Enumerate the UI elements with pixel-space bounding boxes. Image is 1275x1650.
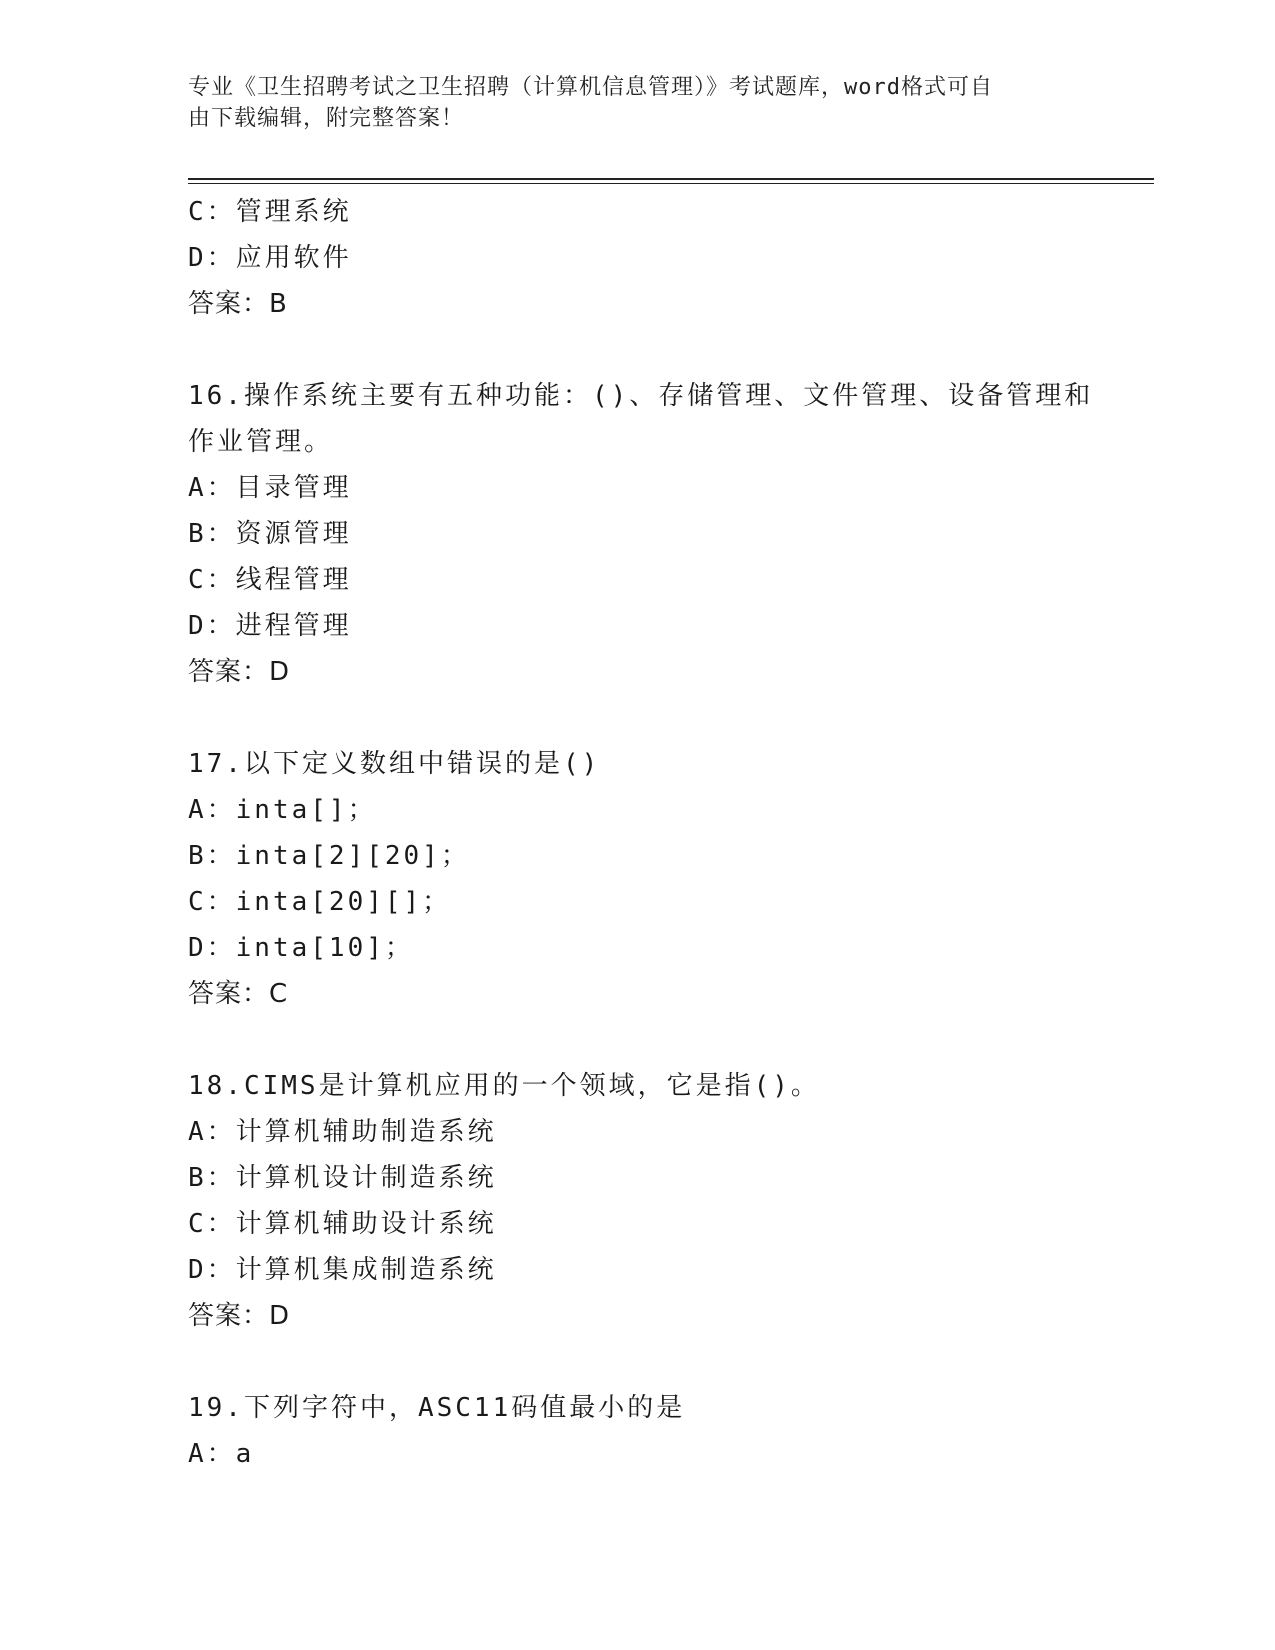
option-c: C：管理系统 — [188, 197, 352, 227]
header-line-2: 由下载编辑，附完整答案！ — [188, 106, 465, 131]
question-list — [188, 189, 1154, 1477]
question-18 — [188, 1063, 1154, 1339]
option-d: D：计算机集成制造系统 — [188, 1255, 497, 1285]
answer: 答案：B — [188, 289, 288, 319]
question-title: 19.下列字符中，ASC11码值最小的是 — [188, 1393, 686, 1423]
question-16 — [188, 373, 1154, 695]
question-title: 16.操作系统主要有五种功能：()、存储管理、文件管理、设备管理和 — [188, 381, 1094, 411]
answer: 答案：D — [188, 1301, 291, 1331]
option-d: D：应用软件 — [188, 243, 352, 273]
spacer — [188, 1017, 1154, 1063]
header-divider-thin — [188, 183, 1154, 184]
spacer — [188, 1339, 1154, 1385]
question-title-continued: 作业管理。 — [188, 427, 334, 457]
answer: 答案：D — [188, 657, 291, 687]
option-a: A：a — [188, 1439, 255, 1469]
header-line-1: 专业《卫生招聘考试之卫生招聘（计算机信息管理）》考试题库，word格式可自 — [188, 75, 993, 100]
header-divider-thick — [188, 178, 1154, 180]
question-title: 18.CIMS是计算机应用的一个领域，它是指()。 — [188, 1071, 820, 1101]
question-title: 17.以下定义数组中错误的是() — [188, 749, 601, 779]
option-a: A：目录管理 — [188, 473, 352, 503]
question-17 — [188, 741, 1154, 1017]
question-15 — [188, 189, 1154, 327]
option-d: D：进程管理 — [188, 611, 352, 641]
option-b: B：资源管理 — [188, 519, 352, 549]
option-a: A：计算机辅助制造系统 — [188, 1117, 497, 1147]
option-c: C：线程管理 — [188, 565, 352, 595]
answer: 答案：C — [188, 979, 289, 1009]
option-b: B：计算机设计制造系统 — [188, 1163, 497, 1193]
option-b: B：inta[2][20]； — [188, 841, 470, 871]
option-a: A：inta[]； — [188, 795, 377, 825]
spacer — [188, 695, 1154, 741]
option-c: C：计算机辅助设计系统 — [188, 1209, 497, 1239]
page-header — [188, 72, 1088, 134]
option-d: D：inta[10]； — [188, 933, 414, 963]
question-19 — [188, 1385, 1154, 1477]
option-c: C：inta[20][]； — [188, 887, 452, 917]
spacer — [188, 327, 1154, 373]
